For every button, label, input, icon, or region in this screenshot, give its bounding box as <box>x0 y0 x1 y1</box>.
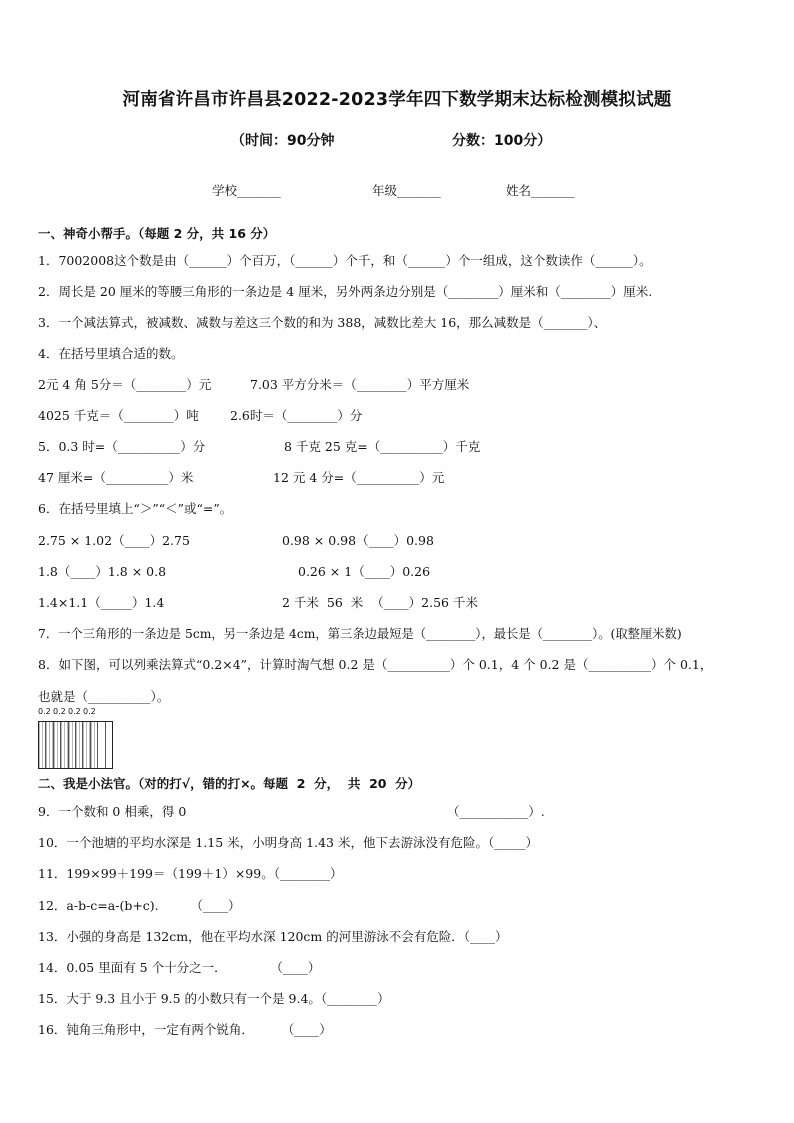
question-8: 8．如下图，可以列乘法算式“0.2×4”，计算时淘气想 0.2 是（__________）个 0.1，4 个 0.2 是（__________）个 0.1， <box>38 657 713 672</box>
question-15: 15．大于 9.3 且小于 9.5 的小数只有一个是 9.4。（________） <box>38 991 390 1006</box>
strip-cell-shaded <box>54 722 61 768</box>
question-4: 4．在括号里填合适的数。 <box>38 346 184 361</box>
strip-cell-shaded <box>46 722 53 768</box>
name-field: 姓名_______ <box>506 183 575 198</box>
decimal-strip <box>38 721 113 769</box>
question-6a: 2.75 × 1.02（____）2.75 <box>38 533 190 548</box>
question-6b: 0.98 × 0.98（____）0.98 <box>282 533 434 548</box>
question-6e: 1.4×1.1（_____）1.4 <box>38 595 165 610</box>
question-4d: 2.6时＝（________）分 <box>230 408 363 423</box>
section-2-heading: 二、我是小法官。（对的打√，错的打×。每题 2 分， 共 20 分） <box>38 776 421 791</box>
question-6: 6．在括号里填上“＞”“＜”或“=”。 <box>38 501 233 516</box>
exam-title: 河南省许昌市许昌县2022-2023学年四下数学期末达标检测模拟试题 <box>122 90 672 110</box>
exam-score: 分数：100分） <box>452 133 552 149</box>
question-5a: 5．0.3 时=（__________）分 <box>38 439 206 454</box>
question-4b: 7.03 平方分米＝（________）平方厘米 <box>250 377 470 392</box>
question-7: 7．一个三角形的一条边是 5cm，另一条边是 4cm，第三条边最短是（________），最长是（________）。(取整厘米数) <box>38 627 682 641</box>
question-2: 2．周长是 20 厘米的等腰三角形的一条边是 4 厘米，另外两条边分别是（________）厘米和（________）厘米. <box>38 284 653 299</box>
strip-cell-shaded <box>83 722 90 768</box>
strip-cell-shaded <box>61 722 68 768</box>
question-3: 3．一个减法算式，被减数、减数与差这三个数的和为 388，减数比差大 16，那么减数是（_______）、 <box>38 315 607 330</box>
figure-label: 0.2 <box>38 707 51 716</box>
figure-label: 0.2 <box>53 707 66 716</box>
strip-cell-shaded <box>69 722 76 768</box>
section-1-heading: 一、神奇小帮手。（每题 2 分，共 16 分） <box>38 226 276 241</box>
figure-label: 0.2 <box>83 707 96 716</box>
question-6d: 0.26 × 1（____）0.26 <box>298 564 431 579</box>
question-10: 10．一个池塘的平均水深是 1.15 米，小明身高 1.43 米，他下去游泳没有危险。（_____） <box>38 835 538 850</box>
question-6c: 1.8（____）1.8 × 0.8 <box>38 564 167 579</box>
question-9-answer: （___________）. <box>447 804 545 819</box>
strip-cell <box>106 722 112 768</box>
exam-time: （时间：90分钟 <box>231 133 335 149</box>
question-11: 11．199×99＋199＝（199＋1）×99。（________） <box>38 866 343 881</box>
strip-cell-shaded <box>39 722 46 768</box>
question-16: 16．钝角三角形中，一定有两个锐角． （____） <box>38 1022 332 1037</box>
strip-cell-shaded <box>76 722 83 768</box>
question-6f: 2 千米 56 米 （____）2.56 千米 <box>282 595 478 610</box>
question-13: 13．小强的身高是 132cm，他在平均水深 120cm 的河里游泳不会有危险．（____） <box>38 929 508 944</box>
question-4a: 2元 4 角 5分＝（________）元 <box>38 377 212 392</box>
question-12: 12．a-b-c=a-(b+c). （____） <box>38 898 241 913</box>
strip-cell-shaded <box>91 722 98 768</box>
question-8-continued: 也就是（__________）。 <box>38 689 170 704</box>
decimal-strip-figure <box>38 707 114 770</box>
grade-field: 年级_______ <box>372 183 441 198</box>
question-4c: 4025 千克＝（________）吨 <box>38 408 199 423</box>
question-5c: 47 厘米=（__________）米 <box>38 470 194 485</box>
question-1: 1．7002008这个数是由（______）个百万，（______）个千，和（______）个一组成，这个数读作（______）。 <box>38 253 652 268</box>
question-14: 14．0.05 里面有 5 个十分之一． （____） <box>38 960 321 975</box>
question-9: 9．一个数和 0 相乘，得 0 <box>38 804 187 819</box>
school-field: 学校_______ <box>212 183 281 198</box>
question-5b: 8 千克 25 克=（__________）千克 <box>284 439 481 454</box>
figure-label: 0.2 <box>68 707 81 716</box>
question-5d: 12 元 4 分=（__________）元 <box>273 470 445 485</box>
strip-cell <box>98 722 105 768</box>
